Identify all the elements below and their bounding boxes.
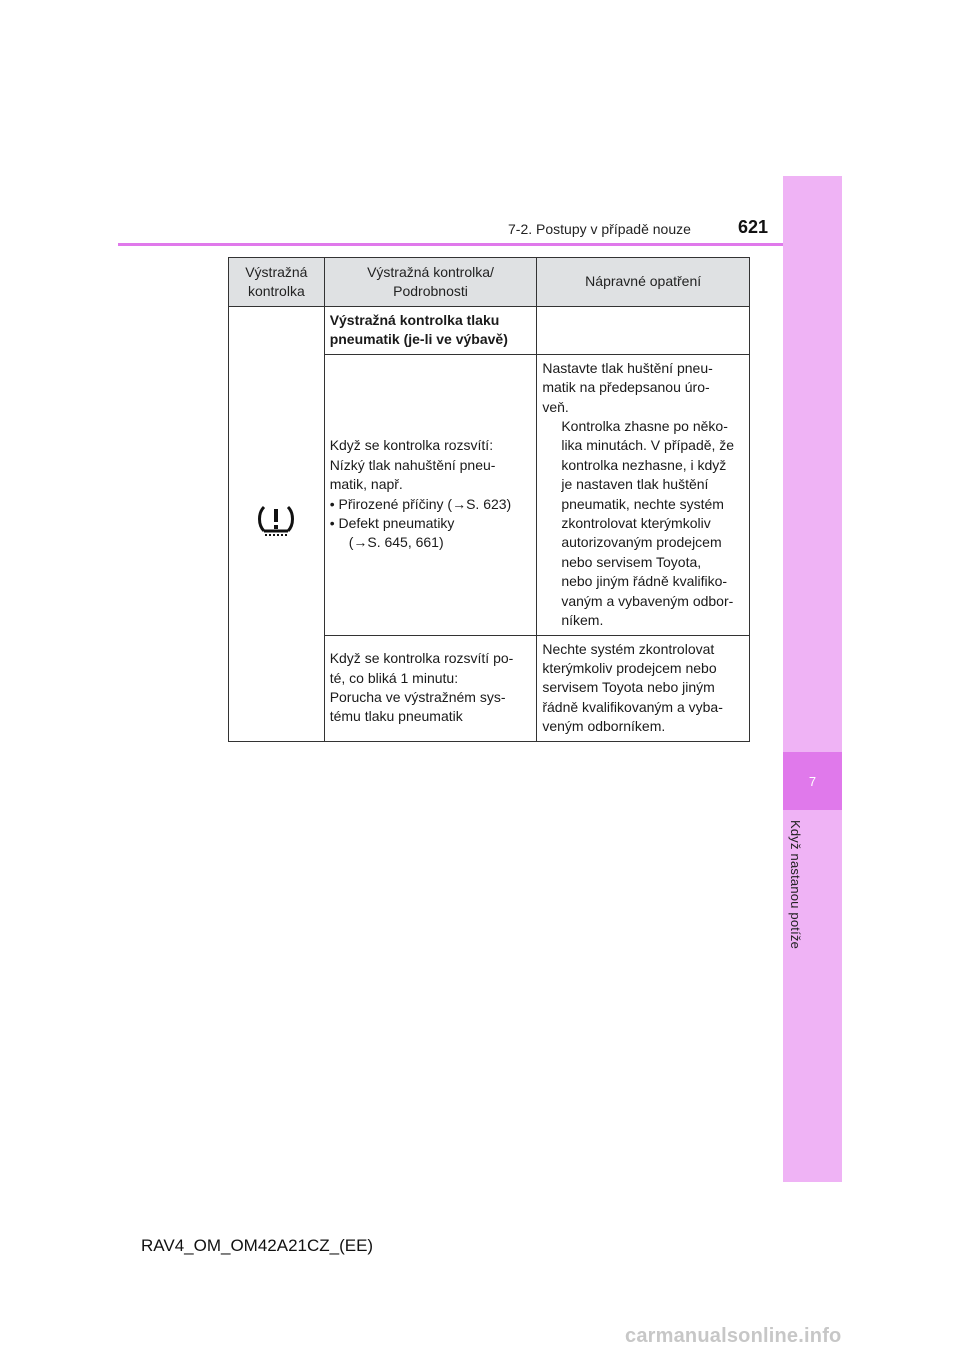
table-row xyxy=(229,307,750,355)
column-header-light: Výstražná kontrolka xyxy=(229,258,325,307)
watermark: carmanualsonline.info xyxy=(625,1325,842,1347)
action-line: kterýmkoliv prodejcem nebo xyxy=(542,659,717,676)
column-header-details: Výstražná kontrolka/ Podrobnosti xyxy=(324,258,537,307)
detail-line: matik, např. xyxy=(329,476,403,493)
detail-line: • Přirozené příčiny (→S. 623) xyxy=(329,495,512,512)
table-header-row xyxy=(229,258,750,307)
detail-line: Když se kontrolka rozsvítí: xyxy=(329,437,494,454)
detail-line: • Defekt pneumatiky xyxy=(329,515,455,532)
action-line: zkontrolovat kterýmkoliv xyxy=(561,515,711,532)
action-line: nebo servisem Toyota, xyxy=(561,553,702,570)
action-line: Nechte systém zkontrolovat xyxy=(542,640,715,657)
action-cell xyxy=(537,354,750,635)
action-line: veň. xyxy=(542,398,569,415)
document-code: RAV4_OM_OM42A21CZ_(EE) xyxy=(141,1236,374,1255)
header-rule xyxy=(118,243,783,246)
chapter-title: Když nastanou potíže xyxy=(788,820,803,950)
warning-light-table xyxy=(228,257,750,742)
action-line: Kontrolka zhasne po něko- xyxy=(561,418,728,435)
tire-pressure-warning-icon xyxy=(255,503,297,539)
action-line: pneumatik, nechte systém xyxy=(561,495,724,512)
detail-line: té, co bliká 1 minutu: xyxy=(329,669,459,686)
action-line: vaným a vybaveným odbor- xyxy=(561,592,734,609)
action-line: autorizovaným prodejcem xyxy=(561,534,722,551)
detail-line: Nízký tlak nahuštění pneu- xyxy=(329,456,496,473)
chapter-number: 7 xyxy=(808,773,817,789)
action-cell xyxy=(537,635,750,741)
chapter-side-tab xyxy=(783,176,842,1182)
page-number: 621 xyxy=(738,217,769,237)
action-line: matik na předepsanou úro- xyxy=(542,379,710,396)
empty-cell xyxy=(537,307,750,355)
detail-line: (→S. 645, 661) xyxy=(348,534,444,551)
warning-title: Výstražná kontrolka tlaku pneumatik (je-li ve výbavě) xyxy=(324,307,537,355)
detail-line: tému tlaku pneumatik xyxy=(329,708,463,725)
action-line: řádně kvalifikovaným a vyba- xyxy=(542,698,723,715)
action-line: je nastaven tlak huštění xyxy=(561,476,709,493)
action-line: Nastavte tlak huštění pneu- xyxy=(542,359,713,376)
action-line: nebo jiným řádně kvalifiko- xyxy=(561,573,728,590)
section-title: 7-2. Postupy v případě nouze xyxy=(508,221,691,237)
action-line: veným odborníkem. xyxy=(542,718,666,735)
details-cell xyxy=(324,635,537,741)
column-header-action: Nápravné opatření xyxy=(537,258,750,307)
action-line: servisem Toyota nebo jiným xyxy=(542,679,715,696)
action-line: kontrolka nezhasne, i když xyxy=(561,456,727,473)
detail-line: Když se kontrolka rozsvítí po- xyxy=(329,650,514,667)
action-line: níkem. xyxy=(561,612,604,629)
details-cell xyxy=(324,354,537,635)
action-line: lika minutách. V případě, že xyxy=(561,437,735,454)
detail-line: Porucha ve výstražném sys- xyxy=(329,689,506,706)
warning-icon-cell xyxy=(229,307,325,742)
